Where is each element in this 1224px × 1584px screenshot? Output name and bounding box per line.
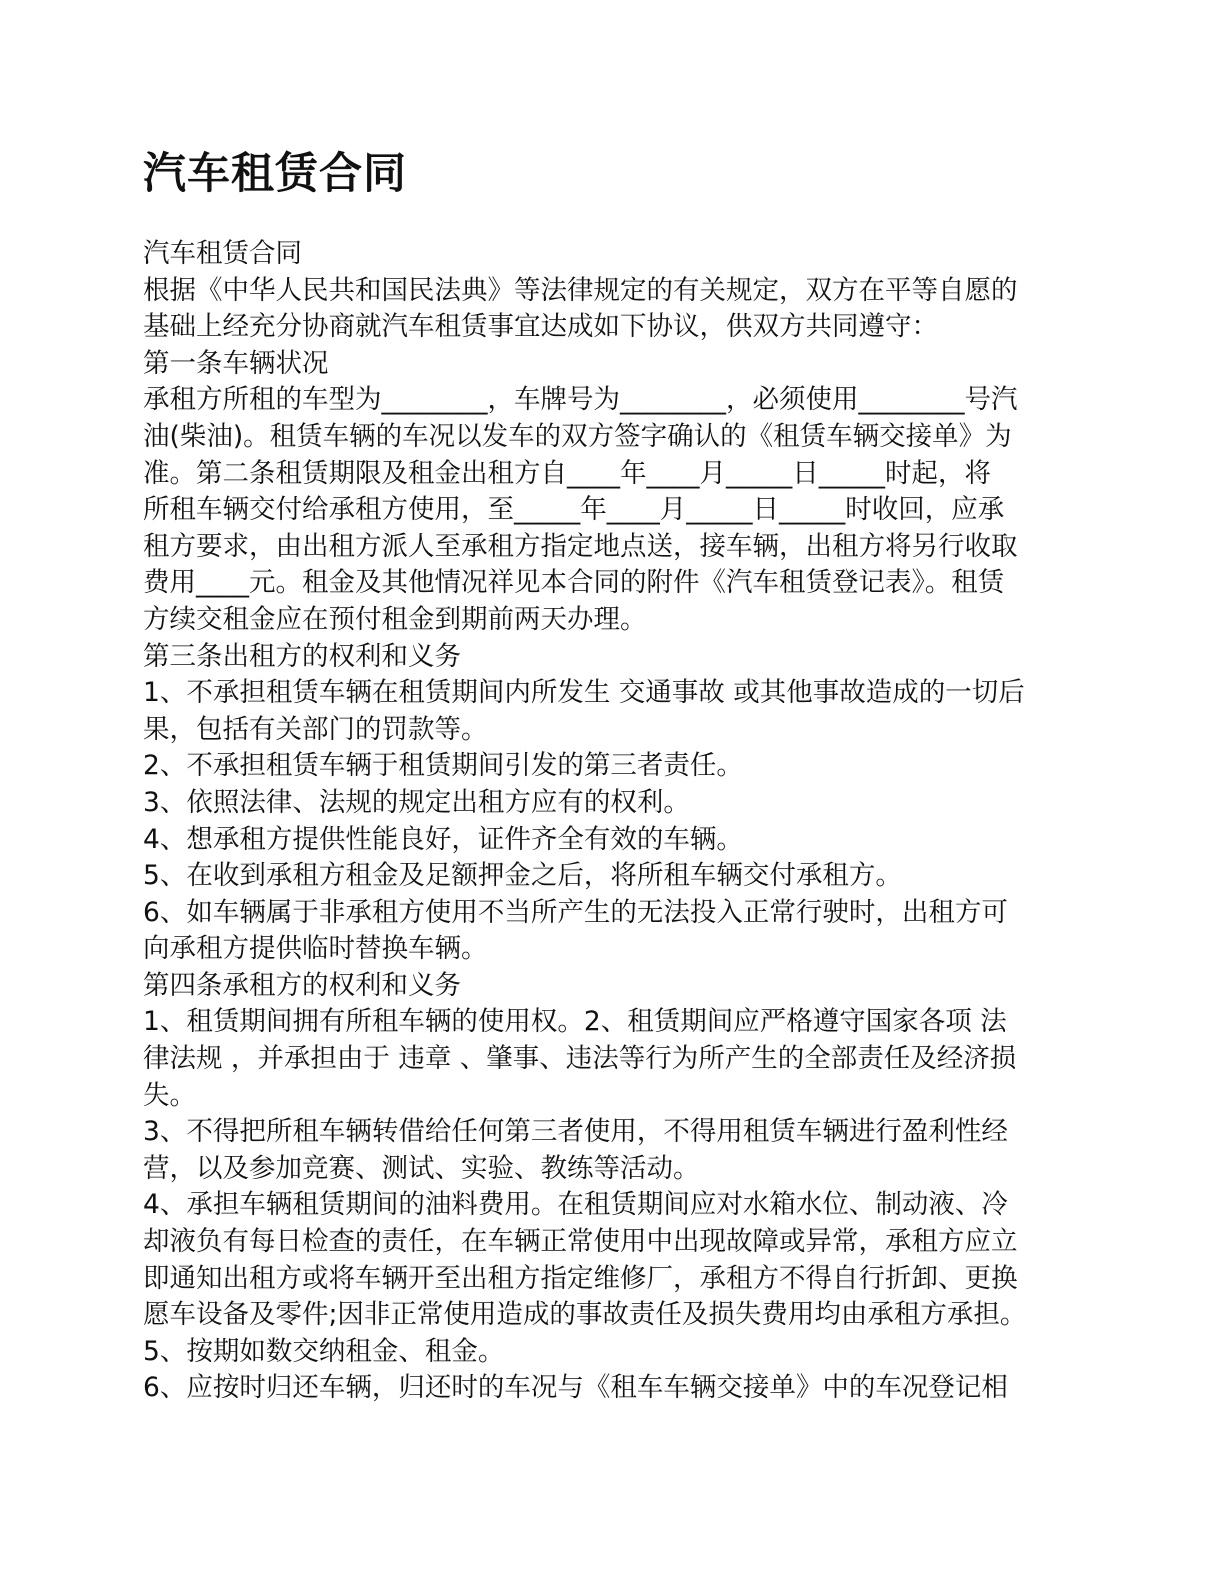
document-text-line: 却液负有每日检查的责任，在车辆正常使用中出现故障或异常，承租方应立 [143, 1226, 1018, 1258]
document-text-line: 租方要求，由出租方派人至承租方指定地点送，接车辆，出租方将另行收取 [143, 530, 1018, 562]
document-text-line: 向承租方提供临时替换车辆。 [143, 933, 488, 965]
document-text-line: 1、不承担租赁车辆在租赁期间内所发生 交通事故 或其他事故造成的一切后 [143, 677, 1025, 709]
document-text-line: 费用____元。租金及其他情况祥见本合同的附件《汽车租赁登记表》。租赁 [143, 567, 1005, 599]
document-text-line: 方续交租金应在预付租金到期前两天办理。 [143, 603, 647, 635]
document-text-line: 4、承担车辆租赁期间的油料费用。在租赁期间应对水箱水位、制动液、冷 [143, 1189, 1008, 1221]
document-text-line: 第一条车辆状况 [143, 347, 329, 379]
document-text-line: 基础上经充分协商就汽车租赁事宜达成如下协议，供双方共同遵守： [143, 311, 938, 343]
document-text-line: 果，包括有关部门的罚款等。 [143, 713, 488, 745]
document-text-line: 第四条承租方的权利和义务 [143, 969, 461, 1001]
document-text-line: 2、不承担租赁车辆于租赁期间引发的第三者责任。 [143, 750, 743, 782]
document-text-line: 营，以及参加竞赛、测试、实验、教练等活动。 [143, 1152, 700, 1184]
document-text-line: 即通知出租方或将车辆开至出租方指定维修厂，承租方不得自行折卸、更换 [143, 1262, 1018, 1294]
document-text-line: 汽车租赁合同 [143, 238, 302, 269]
document-text-line: 第三条出租方的权利和义务 [143, 640, 461, 672]
document-text-line: 6、如车辆属于非承租方使用不当所产生的无法投入正常行驶时，出租方可 [143, 896, 1008, 928]
document-text-line: 所租车辆交付给承租方使用，至_____年____月_____日_____时收回，应承 [143, 494, 1005, 526]
document-text-line: 根据《中华人民共和国民法典》等法律规定的有关规定，双方在平等自愿的 [143, 274, 1018, 306]
document-text-line: 承租方所租的车型为________，车牌号为________，必须使用________号汽 [143, 384, 1018, 416]
document-text-line: 4、想承租方提供性能良好，证件齐全有效的车辆。 [143, 823, 743, 855]
document-title: 汽车租赁合同 [143, 149, 407, 199]
document-body [143, 236, 1073, 1407]
document-text-line: 1、租赁期间拥有所租车辆的使用权。2、租赁期间应严格遵守国家各项 法 [143, 1006, 1007, 1038]
document-text-line: 3、不得把所租车辆转借给任何第三者使用，不得用租赁车辆进行盈利性经 [143, 1116, 1008, 1148]
document-text-line: 油(柴油)。租赁车辆的车况以发车的双方签字确认的《租赁车辆交接单》为 [143, 420, 1012, 452]
document-text-line: 5、在收到承租方租金及足额押金之后，将所租车辆交付承租方。 [143, 860, 902, 892]
document-text-line: 愿车设备及零件;因非正常使用造成的事故责任及损失费用均由承租方承担。 [143, 1299, 1027, 1331]
document-text-line: 准。第二条租赁期限及租金出租方自____年____月_____日_____时起，将 [143, 457, 991, 489]
document-text-line: 失。 [143, 1079, 196, 1111]
document-text-line: 6、应按时归还车辆，归还时的车况与《租车车辆交接单》中的车况登记相 [143, 1372, 1008, 1404]
document-text-line: 5、按期如数交纳租金、租金。 [143, 1335, 505, 1367]
document-text-line: 3、依照法律、法规的规定出租方应有的权利。 [143, 786, 690, 818]
document-text-line: 律法规 ，并承担由于 违章 、肇事、违法等行为所产生的全部责任及经济损 [143, 1043, 1017, 1075]
